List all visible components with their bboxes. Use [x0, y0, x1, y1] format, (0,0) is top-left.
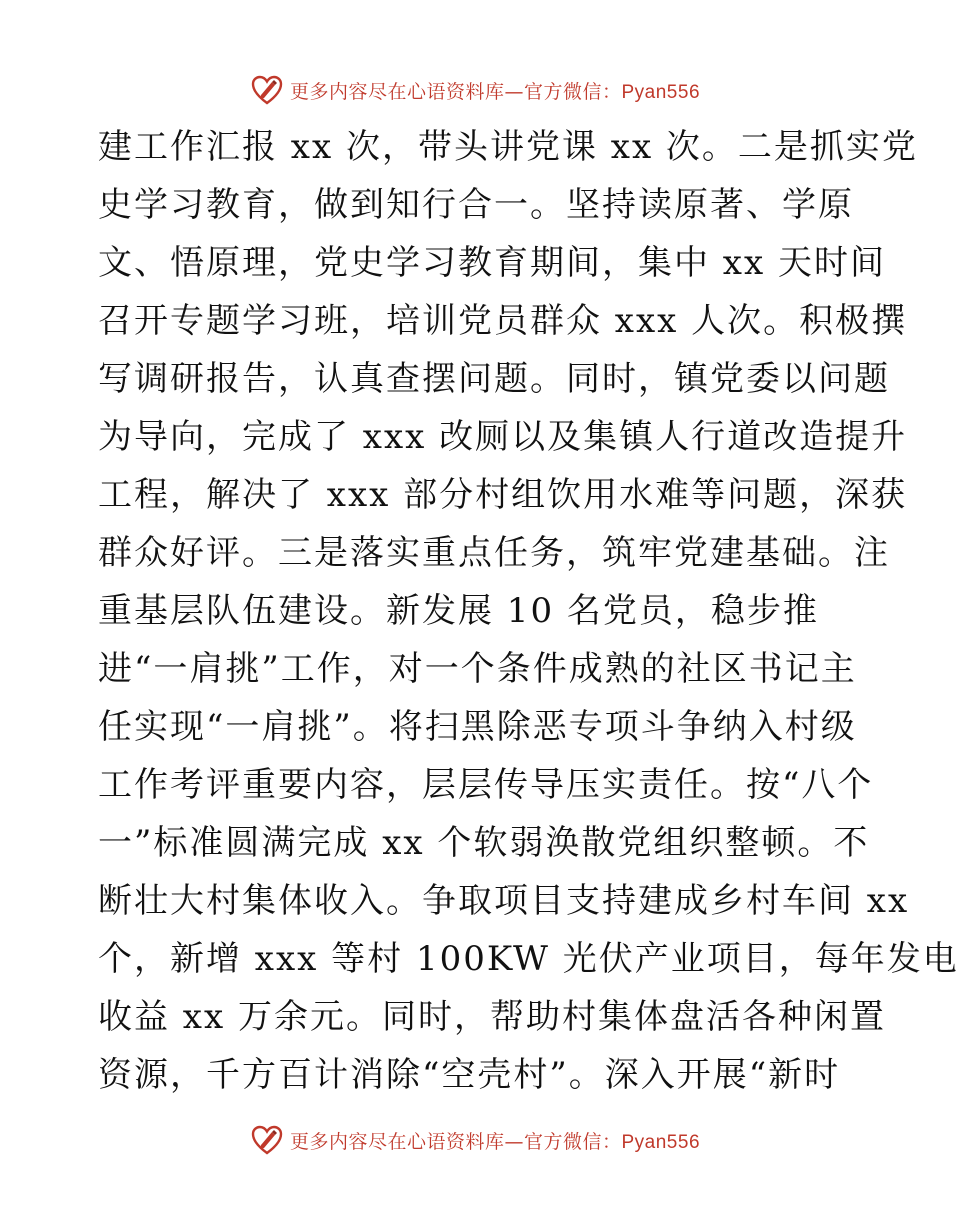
text-line: 任实现“一肩挑”。将扫黑除恶专项斗争纳入村级	[98, 707, 857, 747]
text-line: 进“一肩挑”工作，对一个条件成熟的社区书记主	[98, 649, 857, 689]
dash: —	[504, 1130, 524, 1153]
wechat-label: 官方微信：	[523, 80, 622, 103]
text-line: 文、悟原理，党史学习教育期间，集中 xx 天时间	[98, 243, 886, 283]
wechat-id: Pyan556	[621, 81, 701, 103]
heart-pen-icon	[250, 1123, 284, 1157]
text-line: 收益 xx 万余元。同时，帮助村集体盘活各种闲置	[98, 997, 886, 1037]
document-body	[98, 118, 959, 1104]
wechat-id: Pyan556	[621, 1131, 701, 1153]
site-text: 更多内容尽在心语资料库	[289, 80, 505, 103]
text-line: 工程，解决了 xxx 部分村组饮用水难等问题，深获	[98, 475, 908, 515]
text-line: 史学习教育，做到知行合一。坚持读原著、学原	[98, 185, 854, 225]
header-watermark	[0, 72, 950, 108]
header-watermark-text	[290, 77, 700, 104]
text-line: 建工作汇报 xx 次，带头讲党课 xx 次。二是抓实党	[98, 127, 918, 167]
text-line: 断壮大村集体收入。争取项目支持建成乡村车间 xx	[98, 881, 910, 921]
text-line: 重基层队伍建设。新发展 10 名党员，稳步推	[98, 591, 819, 631]
text-line: 个，新增 xxx 等村 100KW 光伏产业项目，每年发电	[98, 939, 959, 979]
text-line: 一”标准圆满完成 xx 个软弱涣散党组织整顿。不	[98, 823, 870, 863]
text-line: 群众好评。三是落实重点任务，筑牢党建基础。注	[98, 533, 890, 573]
text-line: 为导向，完成了 xxx 改厕以及集镇人行道改造提升	[98, 417, 908, 457]
text-line: 写调研报告，认真查摆问题。同时，镇党委以问题	[98, 359, 890, 399]
site-text: 更多内容尽在心语资料库	[289, 1130, 505, 1153]
heart-pen-icon	[250, 73, 284, 107]
text-line: 资源，千方百计消除“空壳村”。深入开展“新时	[98, 1055, 841, 1095]
text-line: 工作考评重要内容，层层传导压实责任。按“八个	[98, 765, 874, 805]
footer-watermark-text	[290, 1127, 700, 1154]
wechat-label: 官方微信：	[523, 1130, 622, 1153]
footer-watermark	[0, 1122, 950, 1158]
dash: —	[504, 80, 524, 103]
text-line: 召开专题学习班，培训党员群众 xxx 人次。积极撰	[98, 301, 908, 341]
